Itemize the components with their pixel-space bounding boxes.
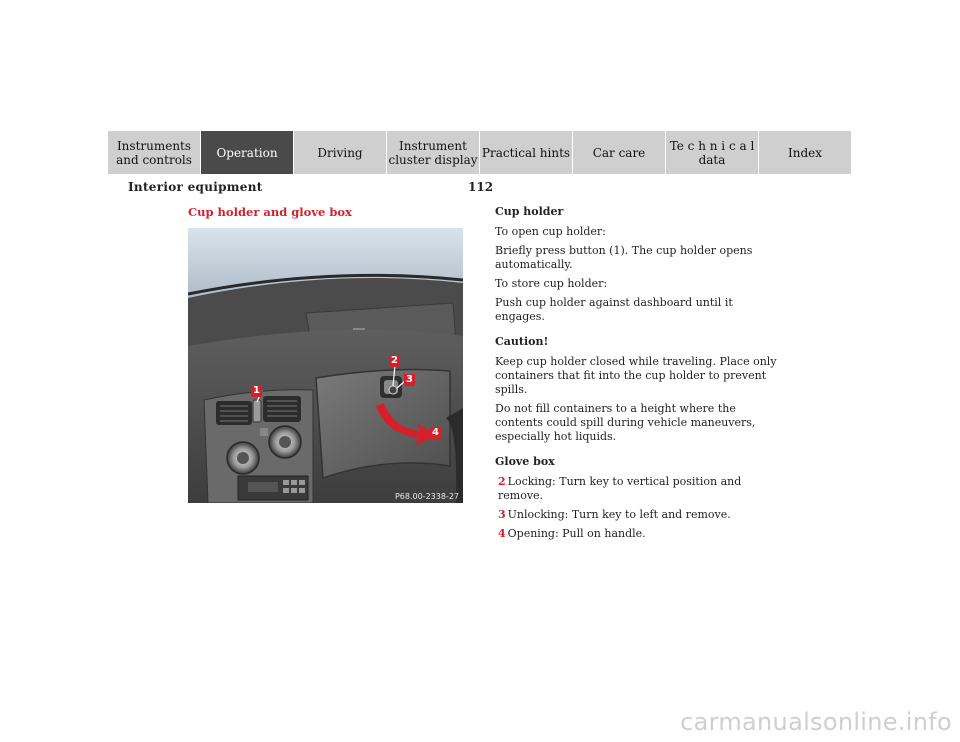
tab-technical-data[interactable]: Te c h n i c a l data (666, 131, 759, 174)
callout-3: 3 (404, 374, 415, 386)
section-title: Interior equipment (128, 180, 263, 194)
list-item (495, 475, 785, 503)
list-number: 4 (498, 527, 506, 540)
list-text: Locking: Turn key to vertical position and remove. (498, 475, 742, 502)
glove-box-heading: Glove box (495, 455, 555, 468)
page-heading: Cup holder and glove box (188, 205, 352, 219)
caution-text-1: Keep cup holder closed while traveling. Place only containers that fit into the cup holder to prevent spills. (495, 355, 777, 396)
callout-1: 1 (251, 385, 262, 397)
list-text: Opening: Pull on handle. (507, 527, 646, 540)
caution-heading: Caution! (495, 335, 549, 348)
store-text: Push cup holder against dashboard until it engages. (495, 296, 733, 323)
tab-driving[interactable]: Driving (294, 131, 387, 174)
callout-4: 4 (430, 427, 441, 439)
open-text: Briefly press button (1). The cup holder opens automatically. (495, 244, 753, 271)
list-number: 2 (498, 475, 506, 488)
dashboard-illustration (188, 228, 463, 503)
chapter-nav (108, 131, 851, 174)
list-text: Unlocking: Turn key to left and remove. (507, 508, 731, 521)
tab-instruments-and-controls[interactable]: Instruments and controls (108, 131, 201, 174)
tab-car-care[interactable]: Car care (573, 131, 666, 174)
page-number: 112 (468, 180, 494, 194)
cup-holder-heading: Cup holder (495, 205, 564, 218)
store-label: To store cup holder: (495, 277, 608, 290)
list-number: 3 (498, 508, 506, 521)
list-item (495, 527, 785, 541)
dashboard-drawing (188, 228, 463, 503)
tab-instrument-cluster-display[interactable]: Instrument cluster display (387, 131, 480, 174)
tab-operation[interactable]: Operation (201, 131, 294, 174)
callout-2: 2 (389, 355, 400, 367)
instructions-column (495, 205, 785, 546)
figure-code: P68.00-2338-27 (394, 492, 459, 501)
caution-text-2: Do not fill containers to a height where the contents could spill during vehicle maneuvers, especially hot liquids. (495, 402, 756, 443)
watermark: carmanualsonline.info (680, 708, 952, 736)
tab-practical-hints[interactable]: Practical hints (480, 131, 573, 174)
tab-index[interactable]: Index (787, 145, 823, 160)
list-item (495, 508, 785, 522)
open-label: To open cup holder: (495, 225, 606, 238)
